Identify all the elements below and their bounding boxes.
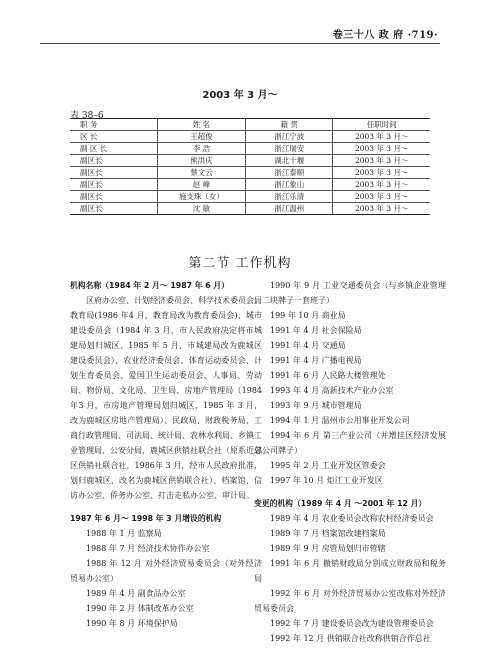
list-item: 1997 年 10 月 炬江工业开发区 <box>270 476 383 485</box>
right-heading-changed: 变更的机构（1989 年 4 月 ～2001 年 12 月） <box>254 499 427 508</box>
table-date-heading: 2003 年 3 月～ <box>202 90 278 101</box>
cell-name: 赵 峰 <box>157 179 245 191</box>
cell-hometown: 浙江泰顺 <box>245 167 332 179</box>
list-item: 1991 年 4 月 交通局 <box>270 341 346 350</box>
cell-hometown: 浙江温州 <box>245 203 332 215</box>
list-item: 1990 年 8 月 环境保护局 <box>86 619 178 628</box>
left-column <box>70 278 262 631</box>
cell-position: 区 长 <box>70 131 157 143</box>
cell-term: 2003 年 3 月～ <box>333 155 430 167</box>
cell-name: 王超俊 <box>157 131 245 143</box>
list-item: 1990 年 9 月 工业交通委员会（与乡镇企业管理局二块牌子一套班子） <box>254 281 446 305</box>
list-item: 1988 年 7 月 经济技术协作办公室 <box>86 544 210 553</box>
cell-name: 蔡文云 <box>157 167 245 179</box>
table-row <box>70 155 430 167</box>
cell-position: 副区长 <box>70 155 157 167</box>
table-row <box>70 191 430 203</box>
list-item: 199 年 10 月 商业局 <box>270 311 346 320</box>
spacer <box>70 503 262 511</box>
list-item: 1990 年 2 月 体制改革办公室 <box>86 604 194 613</box>
list-item: 1993 年 4 月 高新技术产业办公室 <box>270 386 394 395</box>
cell-position: 副区长 <box>70 203 157 215</box>
list-item: 1993 年 9 月 城市管理局 <box>270 401 362 410</box>
cell-hometown: 浙江宁波 <box>245 131 332 143</box>
list-item: 1992 年 12 月 供销联合社改称供销合作总社 <box>270 634 431 643</box>
right-column <box>254 278 446 646</box>
list-item: 1991 年 4 月 社会保险局 <box>270 326 362 335</box>
list-item: 1991 年 4 月 广播电视局 <box>270 356 362 365</box>
cell-term: 2003 年 3 月～ <box>333 167 430 179</box>
cell-name: 熊洪庆 <box>157 155 245 167</box>
cell-position: 副区长 <box>70 179 157 191</box>
cell-hometown: 浙江象山 <box>245 179 332 191</box>
page-header: 卷三十八 政 府 ·719· <box>332 30 438 41</box>
list-item: 1991 年 6 月 撤销财政局分别成立财政局和税务局 <box>254 559 446 583</box>
column-header-hometown: 籍 贯 <box>245 119 332 131</box>
list-item: 1995 年 2 月 工业开发区管委会 <box>270 461 386 470</box>
list-item: 1989 年 7 月 档案馆改建档案局 <box>270 529 386 538</box>
list-item: 1988 年 12 月 对外经济贸易委员会（对外经济贸易办公室） <box>70 559 262 583</box>
table-row <box>70 179 430 191</box>
table-row <box>70 143 430 155</box>
table-label: 表 38–6 <box>70 111 104 121</box>
cell-term: 2003 年 3 月～ <box>333 203 430 215</box>
list-item: 1994 年 6 月 第三产业公司（并增挂区经济发展总公司牌子） <box>254 431 446 455</box>
list-item: 1994 年 1 月 温州市公用事业开发公司 <box>270 416 410 425</box>
list-item: 1989 年 9 月 房管局划归市管辖 <box>270 544 386 553</box>
officials-table <box>70 118 430 215</box>
list-item: 1992 年 6 月 对外经济贸易办公室改称对外经济贸易委员会 <box>254 589 446 613</box>
cell-name: 沈 敏 <box>157 203 245 215</box>
cell-name: 施支珠（女） <box>157 191 245 203</box>
list-item: 1988 年 1 月 监察局 <box>86 529 162 538</box>
cell-term: 2003 年 3 月～ <box>333 143 430 155</box>
table-row <box>70 203 430 215</box>
spacer <box>254 488 446 496</box>
column-header-name: 姓 名 <box>157 119 245 131</box>
table-row <box>70 167 430 179</box>
header-rule <box>40 43 440 44</box>
list-item: 1989 年 4 月 副食品办公室 <box>86 589 186 598</box>
cell-term: 2003 年 3 月～ <box>333 191 430 203</box>
cell-term: 2003 年 3 月～ <box>333 179 430 191</box>
list-item: 1992 年 7 月 建设委员会改为建设管理委员会 <box>270 619 434 628</box>
cell-position: 副区长 <box>70 191 157 203</box>
cell-term: 2003 年 3 月～ <box>333 131 430 143</box>
cell-hometown: 湖北十堰 <box>245 155 332 167</box>
cell-name: 李 浩 <box>157 143 245 155</box>
table-header-row <box>70 119 430 131</box>
column-header-term: 任职时间 <box>333 119 430 131</box>
section-title: 第二节 工作机构 <box>188 256 292 271</box>
cell-position: 副 区 长 <box>70 143 157 155</box>
list-item: 1989 年 4 月 农业委员会改称农村经济委员会 <box>270 514 434 523</box>
left-heading-institutions: 机构名称（1984 年 2 月～ 1987 年 6 月） <box>70 281 230 290</box>
cell-hometown: 浙江乐清 <box>245 191 332 203</box>
institutions-paragraph: 区府办公室、计划经济委员会、科学技术委员会、教育局(1986 年4 月，教育局改为教育委员会)、城市建设委员会（1984 年 3 月，市人民政府决定将市城建局划归城区、1985 年 5 月，市城建局改为鹿城区建设委员会）、农业经济委员会、体育运动委员会、计划生育委员会、爱国卫生运动委员会、人事局、劳动局、物价局、文化局、卫生局、房地产管理局（1984 年3 月，市房地产管理局划归城区，1985 年 3 月，改为鹿城区房地产管理局）、民政局、财政税务局、工商行政管理局、司法局、统计局、农林水利局、乡镇工业管理局、公安分局，鹿城区供销社联合社（原系近郊区供销社联合社，1986年 3 月，经市人民政府批准，划归鹿城区，改名为鹿城区供销联合社）、档案馆、信访办公室、侨务办公室、打击走私办公室、审计局。 <box>70 296 262 500</box>
left-heading-added: 1987 年 6 月～ 1998 年 3 月增设的机构 <box>70 514 222 523</box>
table-row <box>70 131 430 143</box>
cell-hometown: 浙江瑞安 <box>245 143 332 155</box>
cell-position: 副区长 <box>70 167 157 179</box>
column-header-position: 职 务 <box>70 119 157 131</box>
list-item: 1991 年 6 月 人民路大楼管理处 <box>270 371 386 380</box>
